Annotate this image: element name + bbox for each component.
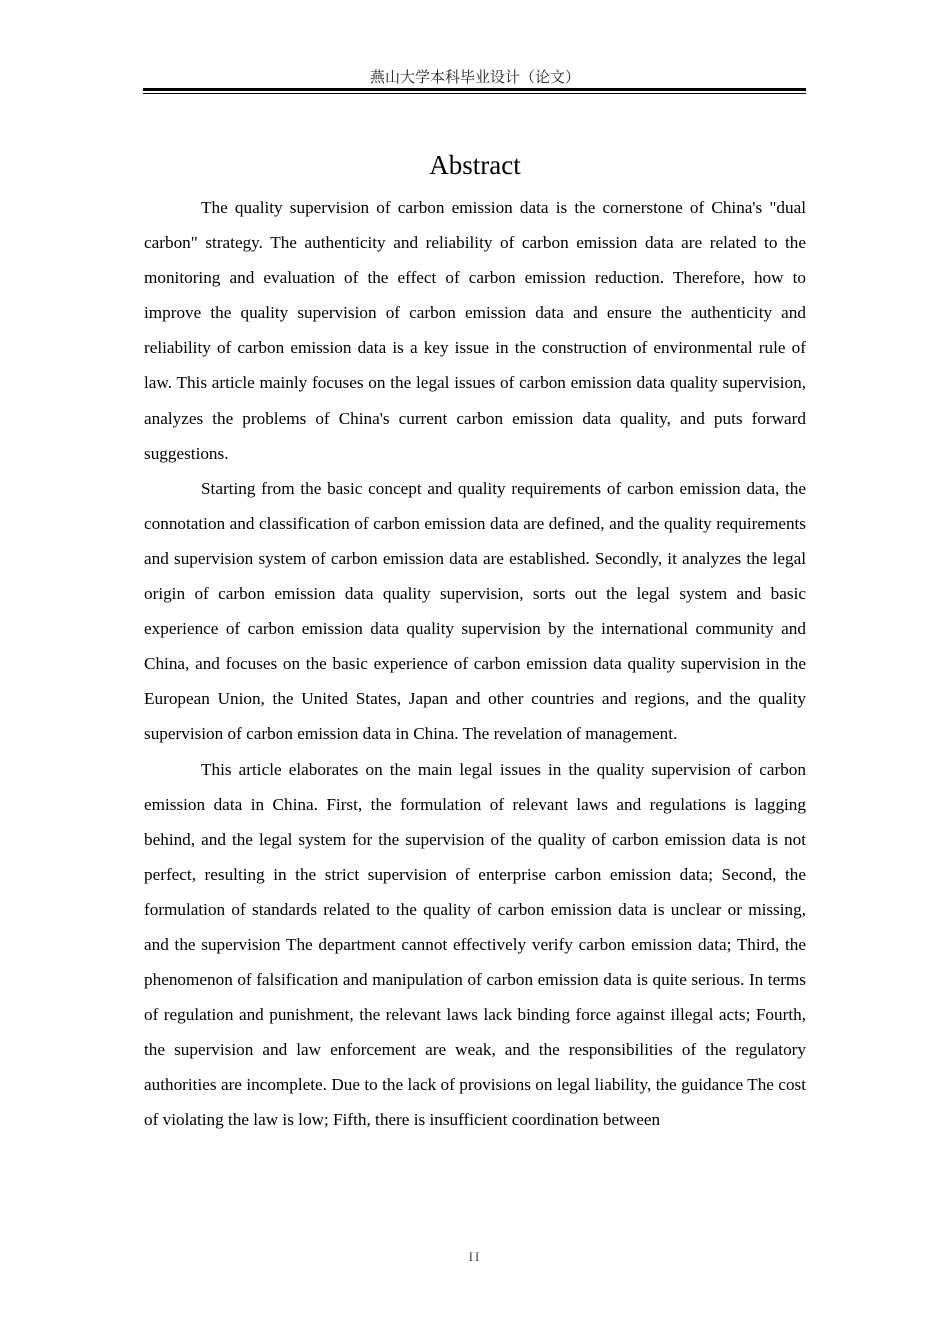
abstract-body <box>144 190 806 1138</box>
abstract-title: Abstract <box>429 150 521 180</box>
page-number: II <box>468 1249 482 1264</box>
abstract-paragraph-1: The quality supervision of carbon emission data is the cornerstone of China's "dual carbon" strategy. The authenticity and reliability of carbon emission data are related to the monitoring and evaluation of the effect of carbon emission reduction. Therefore, how to improve the quality supervision of carbon emission data and ensure the authenticity and reliability of carbon emission data is a key issue in the construction of environmental rule of law. This article mainly focuses on the legal issues of carbon emission data quality supervision, analyzes the problems of China's current carbon emission data quality, and puts forward suggestions. <box>144 198 806 463</box>
header-rule-thick <box>143 88 806 91</box>
abstract-paragraph-3: This article elaborates on the main legal issues in the quality supervision of carbon emission data in China. First, the formulation of relevant laws and regulations is lagging behind, and the legal system for the supervision of the quality of carbon emission data is not perfect, resulting in the strict supervision of enterprise carbon emission data; Second, the formulation of standards related to the quality of carbon emission data is unclear or missing, and the supervision The department cannot effectively verify carbon emission data; Third, the phenomenon of falsification and manipulation of carbon emission data is quite serious. In terms of regulation and punishment, the relevant laws lack binding force against illegal acts; Fourth, the supervision and law enforcement are weak, and the responsibilities of the regulatory authorities are incomplete. Due to the lack of provisions on legal liability, the guidance The cost of violating the law is low; Fifth, there is insufficient coordination between <box>144 759 806 1130</box>
abstract-paragraph-2: Starting from the basic concept and quality requirements of carbon emission data, the connotation and classification of carbon emission data are defined, and the quality requirements and supervision system of carbon emission data are established. Secondly, it analyzes the legal origin of carbon emission data quality supervision, sorts out the legal system and basic experience of carbon emission data quality supervision by the international community and China, and focuses on the basic experience of carbon emission data quality supervision in the European Union, the United States, Japan and other countries and regions, and the quality supervision of carbon emission data in China. The revelation of management. <box>144 478 806 744</box>
header-rule-thin <box>143 93 806 94</box>
running-header: 燕山大学本科毕业设计（论文） <box>369 68 580 86</box>
